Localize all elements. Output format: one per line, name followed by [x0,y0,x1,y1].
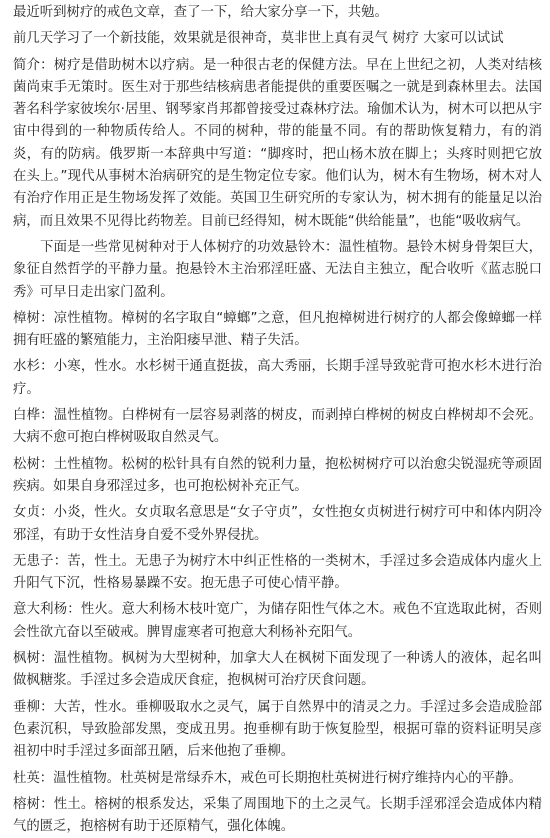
metasequoia-paragraph: 水杉：小寒，性水。水杉树干通直挺拔，高大秀丽，长期手淫导致驼背可抱水杉木进行治疗。 [13,359,542,397]
weeping-willow-paragraph: 垂柳：大苦，性水。垂柳吸取水之灵气，属于自然界中的清灵之力。手淫过多会造成脸部色素沉积，导致脸部发黑，变成丑男。抱垂柳有助于恢复脸型，根据可靠的资料证明吴彦祖初中时手淫过多面部丑陋，后来他抱了垂柳。 [13,699,542,760]
maple-paragraph: 枫树：温性植物。枫树为大型树种，加拿大人在枫树下面发现了一种诱人的液体，起名叫做枫糖浆。手淫过多会造成厌食症，抱枫树可治疗厌食问题。 [13,651,542,689]
elaeocarpus-paragraph: 杜英：温性植物。杜英树是常绿乔木，戒色可长期抱杜英树进行树疗维持内心的平静。 [13,770,522,786]
headline-line: 前几天学习了一个新技能，效果就是很神奇，莫非世上真有灵气 树疗 大家可以试试 [13,31,504,47]
italian-poplar-paragraph: 意大利杨：性火。意大利杨木枝叶宽广，为储存阳性气体之木。戒色不宜选取此树，否则会性欲亢奋以至破戒。脾胃虚寒者可抱意大利杨补充阳气。 [13,602,542,640]
privet-paragraph: 女贞：小炎，性火。女贞取名意思是“女子守贞”，女性抱女贞树进行树疗可中和体内阴冷邪淫，有助于女性洁身自爱不受外界侵扰。 [13,505,542,543]
intro-line: 最近听到树疗的戒色文章，查了一下，给大家分享一下，共勉。 [13,5,388,20]
pine-paragraph: 松树：土性植物。松树的松针具有自然的锐利力量，抱松树树疗可以治愈尖锐湿疣等顽固疾病。如果自身邪淫过多，也可抱松树补充正气。 [13,456,542,494]
sycamore-paragraph: 下面是一些常见树种对于人体树疗的功效悬铃木：温性植物。悬铃木树身骨架巨大，象征自然哲学的平静力量。抱悬铃木主治邪淫旺盛、无法自主独立，配合收听《蓝志脱口秀》可早日走出家门盈利。 [13,239,542,300]
camphor-paragraph: 樟树：凉性植物。樟树的名字取自“蟑螂”之意，但凡抱樟树进行树疗的人都会像蟑螂一样拥有旺盛的繁殖能力，主治阳痿早泄、精子失活。 [13,310,542,349]
soapberry-paragraph: 无患子：苦，性土。无患子为树疗木中纠正性格的一类树木，手淫过多会造成体内虚火上升阳气下沉，性格易暴躁不安。抱无患子可使心情平静。 [13,553,542,592]
banyan-paragraph: 榕树：性土。榕树的根系发达，采集了周围地下的土之灵气。长期手淫邪淫会造成体内精气的匮乏，抱榕树有助于还原精气，强化体魄。 [13,796,542,835]
summary-paragraph: 简介：树疗是借助树木以疗病。是一种很古老的保健方法。早在上世纪之初，人类对结核菌尚束手无策时。医生对于那些结核病患者能提供的重要医嘱之一就是到森林里去。法国著名科学家彼埃尔·居里、钢琴家肖邦都曾接受过森林疗法。瑜伽术认为，树木可以把从宇宙中得到的一种物质传给人。不同的树种，带的能量不同。有的帮助恢复精力，有的消炎，有的防病。俄罗斯一本辞典中写道：“脚疼时，把山杨木放在脚上；头疼时则把它放在头上。”现代从事树木治病研究的是生物定位专家。他们认为，树木有生物场，树木对人有治疗作用正是生物场发挥了效能。英国卫生研究所的专家认为，树木拥有的能量足以治病，而且效果不见得比药物差。目前已经得知，树木既能“供给能量”，也能“吸收病气。 [13,57,542,229]
birch-paragraph: 白桦：温性植物。白桦树有一层容易剥落的树皮，而剥掉白桦树的树皮白桦树却不会死。大病不愈可抱白桦树吸取自然灵气。 [13,408,542,446]
